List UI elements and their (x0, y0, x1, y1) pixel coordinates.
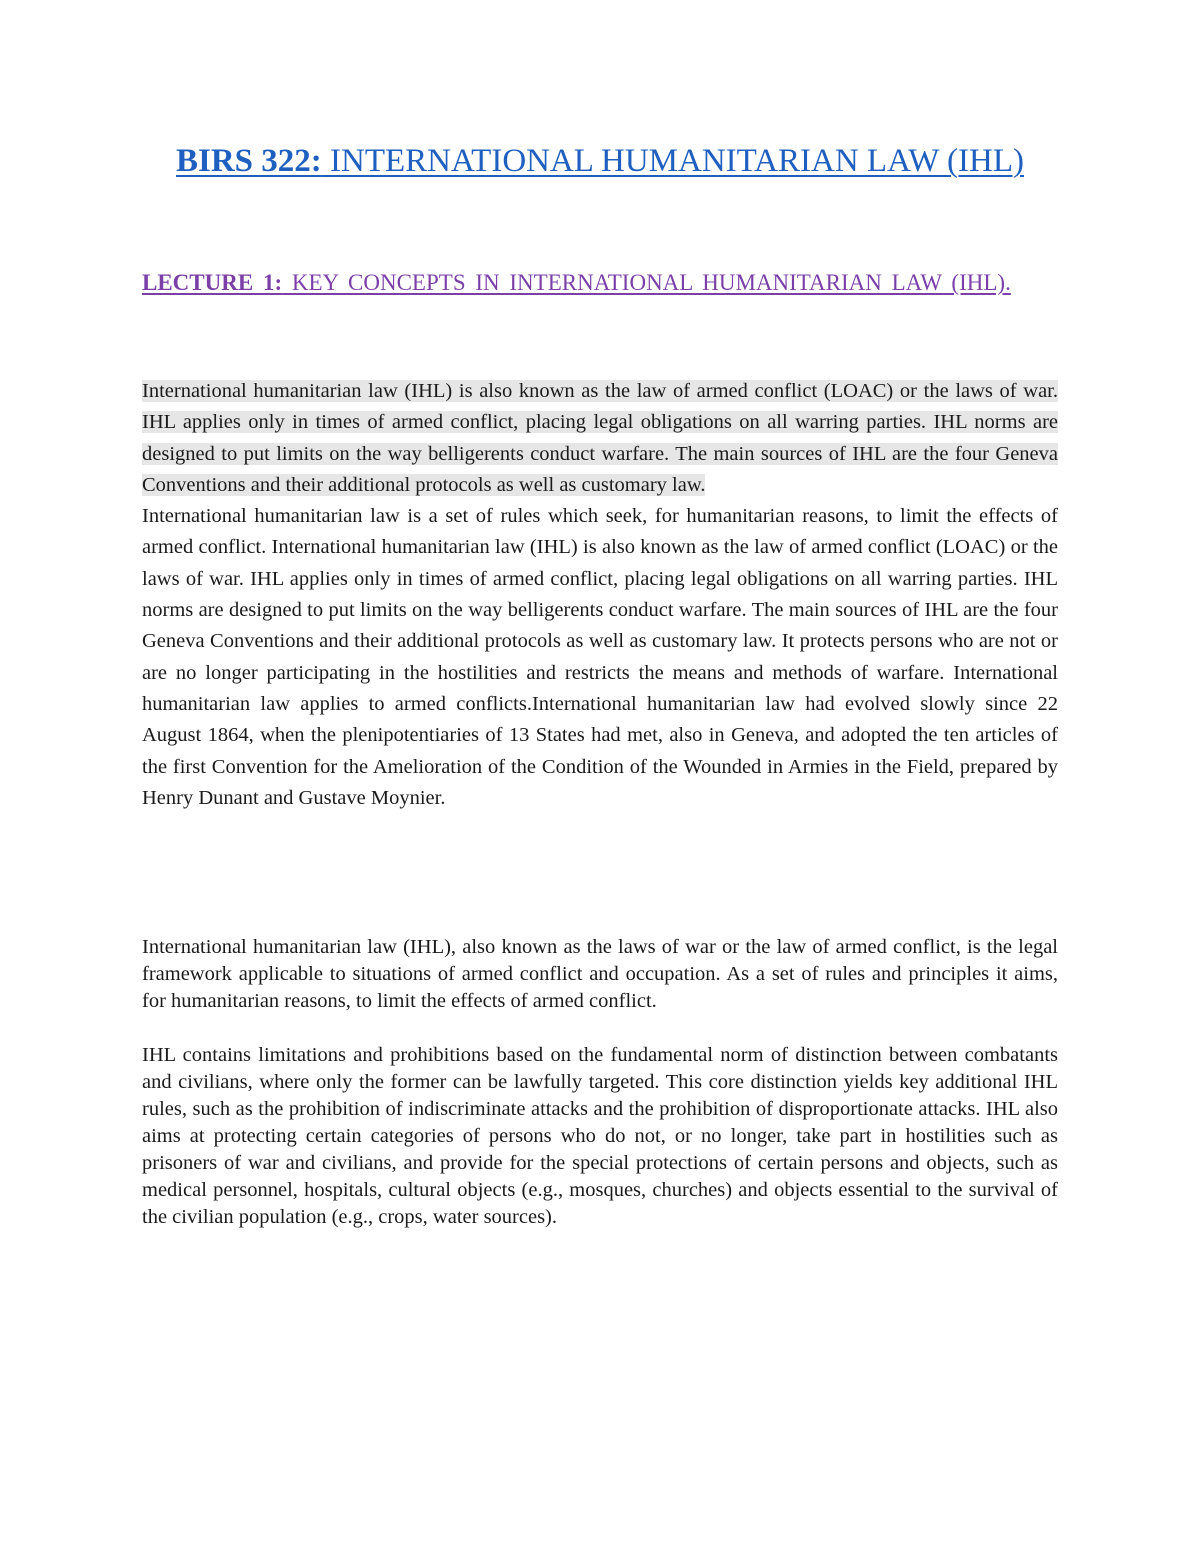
document-title (140, 140, 1060, 182)
course-code: BIRS 322: (175, 143, 322, 179)
paragraph-distinction: IHL contains limitations and prohibitions based on the fundamental norm of distinction between combatants and civilians, where only the former can be lawfully targeted. This core distinction yields key additional IHL rules, such as the prohibition of indiscriminate attacks and the prohibition of disproportionate attacks. IHL also aims at protecting certain categories of persons who do not, or no longer, take part in hostilities such as prisoners of war and civilians, and provide for the special protections of certain persons and objects, such as medical personnel, hospitals, cultural objects (e.g., mosques, churches) and objects essential to the survival of the civilian population (e.g., crops, water sources). (142, 1044, 1058, 1228)
paragraph-legal-framework: International humanitarian law (IHL), also known as the laws of war or the law of armed conflict, is the legal framework applicable to situations of armed conflict and occupation. As a set of rules and principles it aims, for humanitarian reasons, to limit the effects of armed conflict. (142, 936, 1058, 1012)
paragraph-definition-history: International humanitarian law is a set of rules which seek, for humanitarian reasons, to limit the effects of armed conflict. International humanitarian law (IHL) is also known as the law of armed conflict (LOAC) or the laws of war. IHL applies only in times of armed conflict, placing legal obligations on all warring parties. IHL norms are designed to put limits on the way belligerents conduct warfare. The main sources of IHL are the four Geneva Conventions and their additional protocols as well as customary law. It protects persons who are not or are no longer participating in the hostilities and restricts the means and methods of warfare. International humanitarian law applies to armed conflicts.International humanitarian law had evolved slowly since 22 August 1864, when the plenipotentiaries of 13 States had met, also in Geneva, and adopted the ten articles of the first Convention for the Amelioration of the Condition of the Wounded in Armies in the Field, prepared by Henry Dunant and Gustave Moynier. (142, 505, 1058, 809)
body-intro (142, 376, 1058, 814)
course-title: INTERNATIONAL HUMANITARIAN LAW (IHL) (321, 143, 1025, 179)
highlighted-paragraph: International humanitarian law (IHL) is also known as the law of armed conflict (LOAC) or the laws of war. IHL applies only in times of armed conflict, placing legal obligations on all warring parties. IHL norms are designed to put limits on the way belligerents conduct warfare. The main sources of IHL are the four Geneva Conventions and their additional protocols as well as customary law. (142, 380, 1058, 496)
lecture-number: LECTURE 1: (142, 270, 283, 295)
lecture-heading (142, 252, 1058, 314)
lecture-title: KEY CONCEPTS IN INTERNATIONAL HUMANITARIAN LAW (IHL). (282, 270, 1011, 295)
